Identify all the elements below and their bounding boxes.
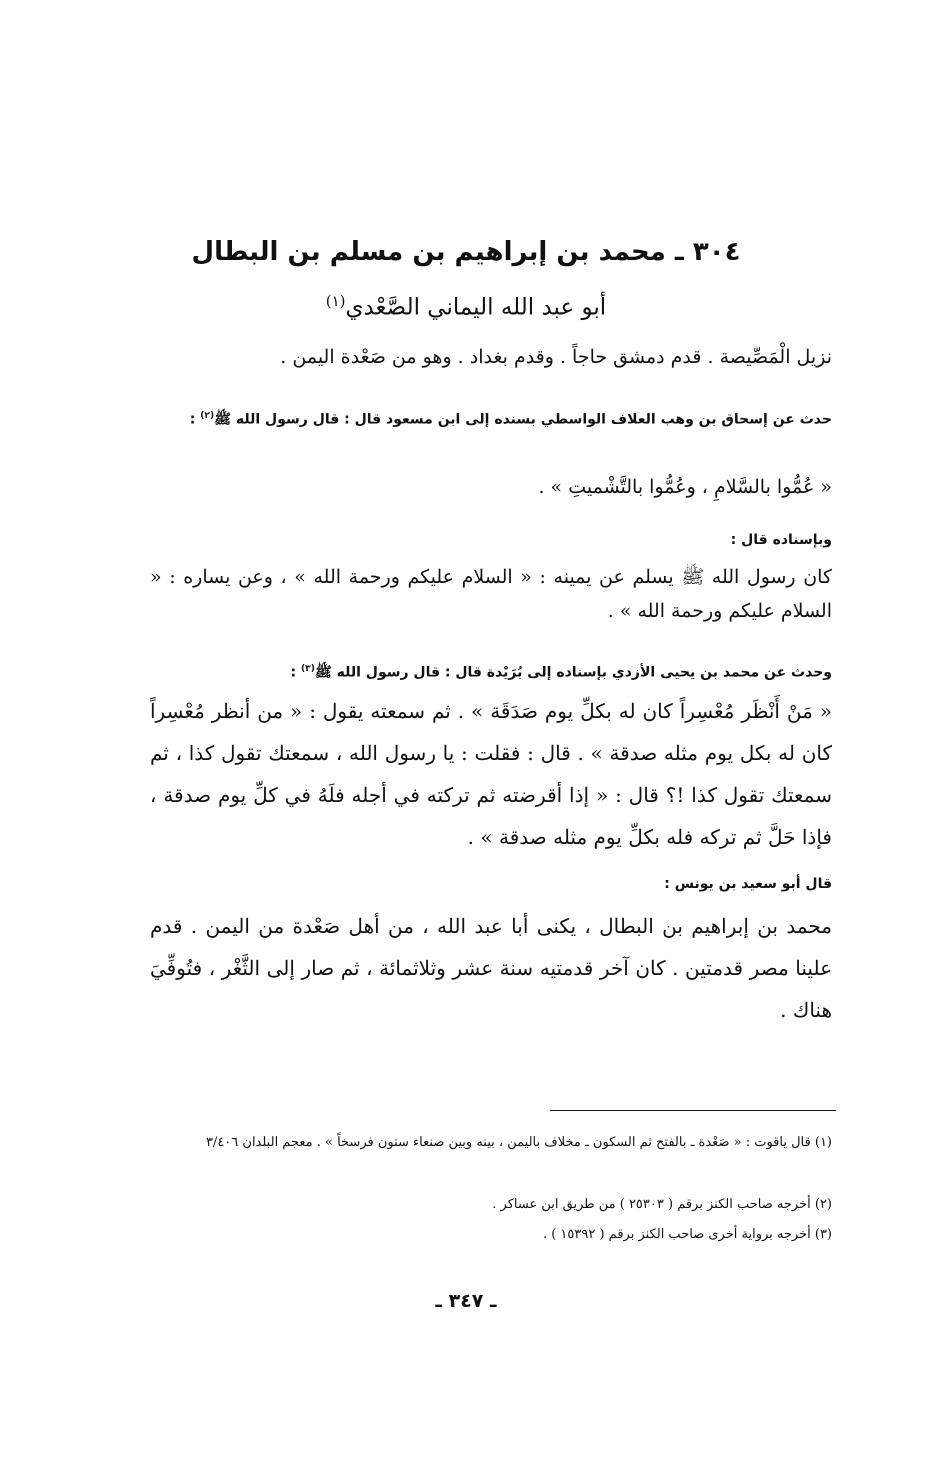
page-number: ـ ٣٤٧ ـ <box>435 1290 497 1312</box>
paragraph-narration-1 <box>150 402 832 434</box>
footnote-ref-3: (٣) <box>301 664 315 674</box>
entry-subtitle <box>120 284 812 325</box>
footnote-divider <box>550 1110 836 1111</box>
entry-title: ٣٠٤ ـ محمد بن إبراهيم بن مسلم بن البطال <box>191 237 741 267</box>
narration-1-text: حدث عن إسحاق بن وهب العلاف الواسطي بسنده إلى ابن مسعود قال : قال رسول الله ﷺ <box>214 411 832 428</box>
narration-2-end: : <box>290 664 301 681</box>
paragraph-salam: كان رسول الله ﷺ يسلم عن يمينه : « السلام عليكم ورحمة الله » ، وعن يساره : « السلام عليكم ورحمة الله » . <box>150 566 832 622</box>
footnote-ref-1: (١) <box>325 292 346 310</box>
footnote-2: (٢) أخرجه صاحب الكنز برقم ( ٢٥٣٠٣ ) من طريق ابن عساكر . <box>492 1197 832 1212</box>
hadith-greeting: « عُمُّوا بالسَّلامِ ، وعُمُّوا بالتَّشْميتِ » . <box>538 476 832 498</box>
paragraph-residence: نزيل الْمَصِّيصة . قدم دمشق حاجاً . وقدم بغداد . وهو من صَعْدة اليمن . <box>280 346 832 368</box>
paragraph-ibn-yunus: قال أبو سعيد بن يونس : <box>664 876 832 892</box>
paragraph-isnad: وبإسناده قال : <box>730 532 832 548</box>
footnote-1: (١) قال ياقوت : « صَعْدة ـ بالفتح ثم السكون ـ مخلاف باليمن ، بينه وبين صنعاء ستون فرسخاً » . معجم البلدان ٣/٤٠٦ <box>205 1135 832 1150</box>
paragraph-biography: محمد بن إبراهيم بن البطال ، يكنى أبا عبد الله ، من أهل صَعْدة من اليمن . قدم علينا مصر قدمتين . كان آخر قدمتيه سنة عشر وثلاثمائة ، ثم صار إلى الثَّغْر ، فتُوفِّيَ هناك . <box>150 914 832 1022</box>
narration-1-end: : <box>189 411 201 428</box>
paragraph-narration-2 <box>150 655 832 687</box>
subtitle-text: أبو عبد الله اليماني الصَّعْدي <box>345 294 607 321</box>
narration-2-text: وحدث عن محمد بن يحيى الأزدي بإسناده إلى بُرَيْدة قال : قال رسول الله ﷺ <box>314 664 832 681</box>
footnote-ref-2: (٢) <box>200 411 215 421</box>
footnote-3: (٣) أخرجه برواية أخرى صاحب الكنز برقم ( ١٥٣٩٢ ) . <box>542 1227 832 1242</box>
hadith-debtor: « مَنْ أَنْظَر مُعْسِراً كان له بكلِّ يوم صَدَقَة » . ثم سمعته يقول : « من أنظر مُعْسِراً كان له بكل يوم مثله صدقة » . قال : فقلت : يا رسول الله ، سمعتك تقول كذا ، ثم سمعتك تقول كذا !؟ قال : « إذا أقرضته ثم تركته في أجله فلَهُ في كلِّ يوم صدقة ، فإذا حَلَّ ثم تركه فله بكلِّ يوم مثله صدقة » . <box>150 699 832 849</box>
